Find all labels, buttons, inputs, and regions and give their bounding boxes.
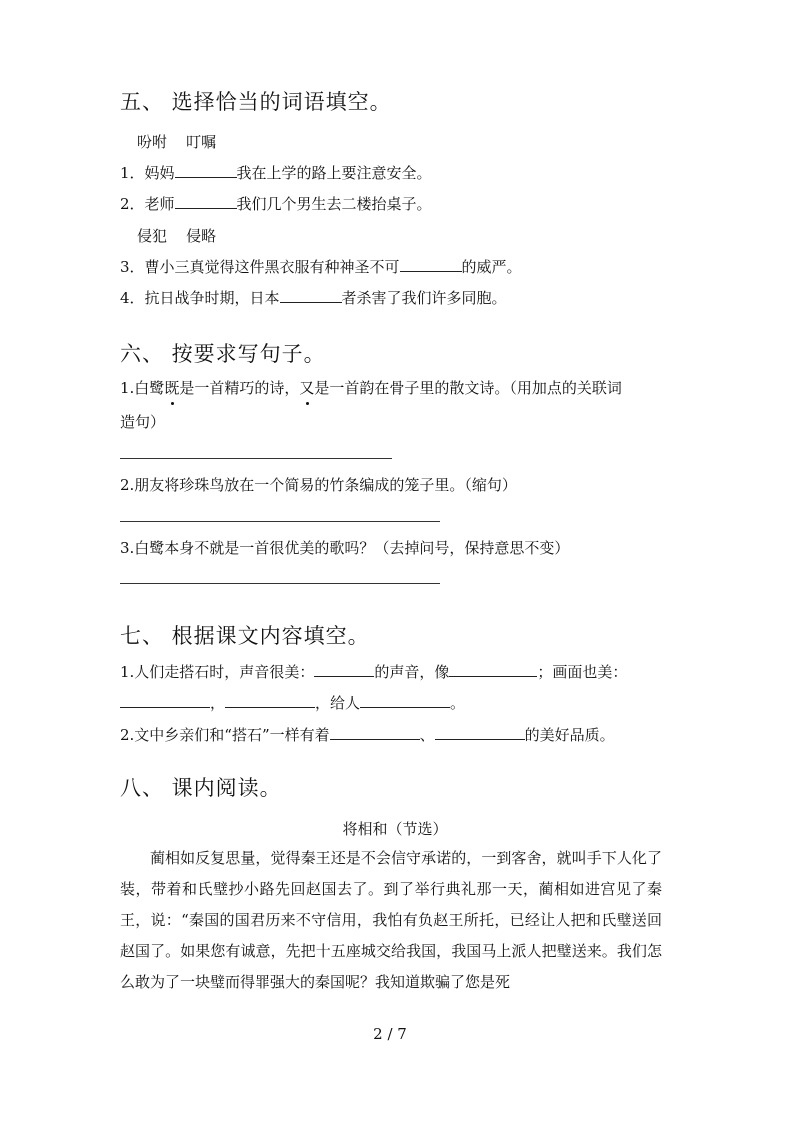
s7-question-1 xyxy=(120,661,627,682)
s7-q1-text-b: 的声音，像 xyxy=(374,663,450,681)
blank[interactable] xyxy=(175,194,237,209)
passage-line: 化了装，带着和氏璧抄小路先回赵国去了。到了举行典礼那一天，蔺相如进宫 xyxy=(120,849,662,898)
blank[interactable] xyxy=(330,725,420,740)
section-6-heading: 六、 按要求写句子。 xyxy=(120,342,326,366)
blank[interactable] xyxy=(225,693,315,708)
s5-question-4 xyxy=(120,287,507,308)
answer-line[interactable] xyxy=(120,521,440,522)
s6-q1-text-a: 1.白鹭 xyxy=(120,379,165,397)
s5-q4-text-a: 4．抗日战争时期，日本 xyxy=(120,289,280,307)
s6-question-2: 2.朋友将珍珠鸟放在一个简易的竹条编成的笼子里。（缩句） xyxy=(120,476,517,494)
s5-q1-text-a: 1．妈妈 xyxy=(120,164,175,182)
section-7-heading: 七、 根据课文内容填空。 xyxy=(120,624,370,648)
s7-q1-l2-text-c: 。 xyxy=(450,694,466,712)
s5-question-2 xyxy=(120,193,432,214)
emphasis-dot-char: 既 xyxy=(164,379,180,397)
blank[interactable] xyxy=(435,725,525,740)
blank[interactable] xyxy=(400,257,462,272)
s7-q2-text-b: 、 xyxy=(419,726,435,744)
s6-question-1-cont: 造句） xyxy=(120,413,166,431)
word-choices-1: 吩咐 叮嘱 xyxy=(137,133,217,151)
blank[interactable] xyxy=(314,662,374,677)
s5-q3-text-a: 3．曹小三真觉得这件黑衣服有种神圣不可 xyxy=(120,258,400,276)
section-8-heading: 八、 课内阅读。 xyxy=(120,776,282,800)
answer-line[interactable] xyxy=(120,583,440,584)
passage-line: 蔺相如反复思量，觉得秦王还是不会信守承诺的，一到客舍，就叫手下人 xyxy=(150,849,632,867)
emphasis-dot-char: 又 xyxy=(299,379,315,397)
answer-line[interactable] xyxy=(120,458,392,459)
s5-q4-text-b: 者杀害了我们许多同胞。 xyxy=(341,289,507,307)
passage-body xyxy=(120,843,662,998)
s7-q1-text-a: 1.人们走搭石时，声音很美： xyxy=(120,663,315,681)
blank[interactable] xyxy=(175,163,237,178)
blank[interactable] xyxy=(280,288,342,303)
s5-question-3 xyxy=(120,256,522,277)
page-number: 2 / 7 xyxy=(373,1025,407,1043)
word-choices-2: 侵犯 侵略 xyxy=(137,227,217,245)
s5-question-1 xyxy=(120,162,432,183)
s7-q2-text-a: 2.文中乡亲们和“搭石”一样有着 xyxy=(120,726,330,744)
s6-q1-text-c: 是一首韵在骨子里的散文诗。（用加点的关联词 xyxy=(314,379,622,397)
s5-q3-text-b: 的威严。 xyxy=(461,258,522,276)
passage-title: 将相和（节选） xyxy=(342,820,448,838)
s6-question-3: 3.白鹭本身不就是一首很优美的歌吗？（去掉问号，保持意思不变） xyxy=(120,539,570,557)
s5-q2-text-b: 我们几个男生去二楼抬桌子。 xyxy=(236,195,432,213)
blank[interactable] xyxy=(449,662,537,677)
s5-q2-text-a: 2．老师 xyxy=(120,195,175,213)
passage-paragraph xyxy=(120,843,662,998)
s5-q1-text-b: 我在上学的路上要注意安全。 xyxy=(236,164,432,182)
s6-question-1 xyxy=(120,377,622,398)
passage-line: 和氏璧送回赵国了。如果您有诚意，先把十五座城交给我国，我国马上派人把 xyxy=(120,911,662,960)
blank[interactable] xyxy=(120,693,210,708)
section-5-heading: 五、 选择恰当的词语填空。 xyxy=(120,90,392,114)
s7-q1-l2-text-b: ，给人 xyxy=(315,694,361,712)
s7-question-1-cont xyxy=(120,692,465,713)
s7-q2-text-c: 的美好品质。 xyxy=(524,726,615,744)
s7-q1-text-c: ；画面也美： xyxy=(537,663,628,681)
s6-q1-text-b: 是一首精巧的诗， xyxy=(179,379,300,397)
s7-question-2 xyxy=(120,724,615,745)
passage-line: 璧送来。我们怎么敢为了一块璧而得罪强大的秦国呢？我知道欺骗了您是死 xyxy=(120,942,662,991)
passage-line: 见了秦王，说：“秦国的国君历来不守信用，我怕有负赵王所托，已经让人把 xyxy=(120,880,662,929)
blank[interactable] xyxy=(360,693,450,708)
s7-q1-l2-text-a: ， xyxy=(210,694,226,712)
